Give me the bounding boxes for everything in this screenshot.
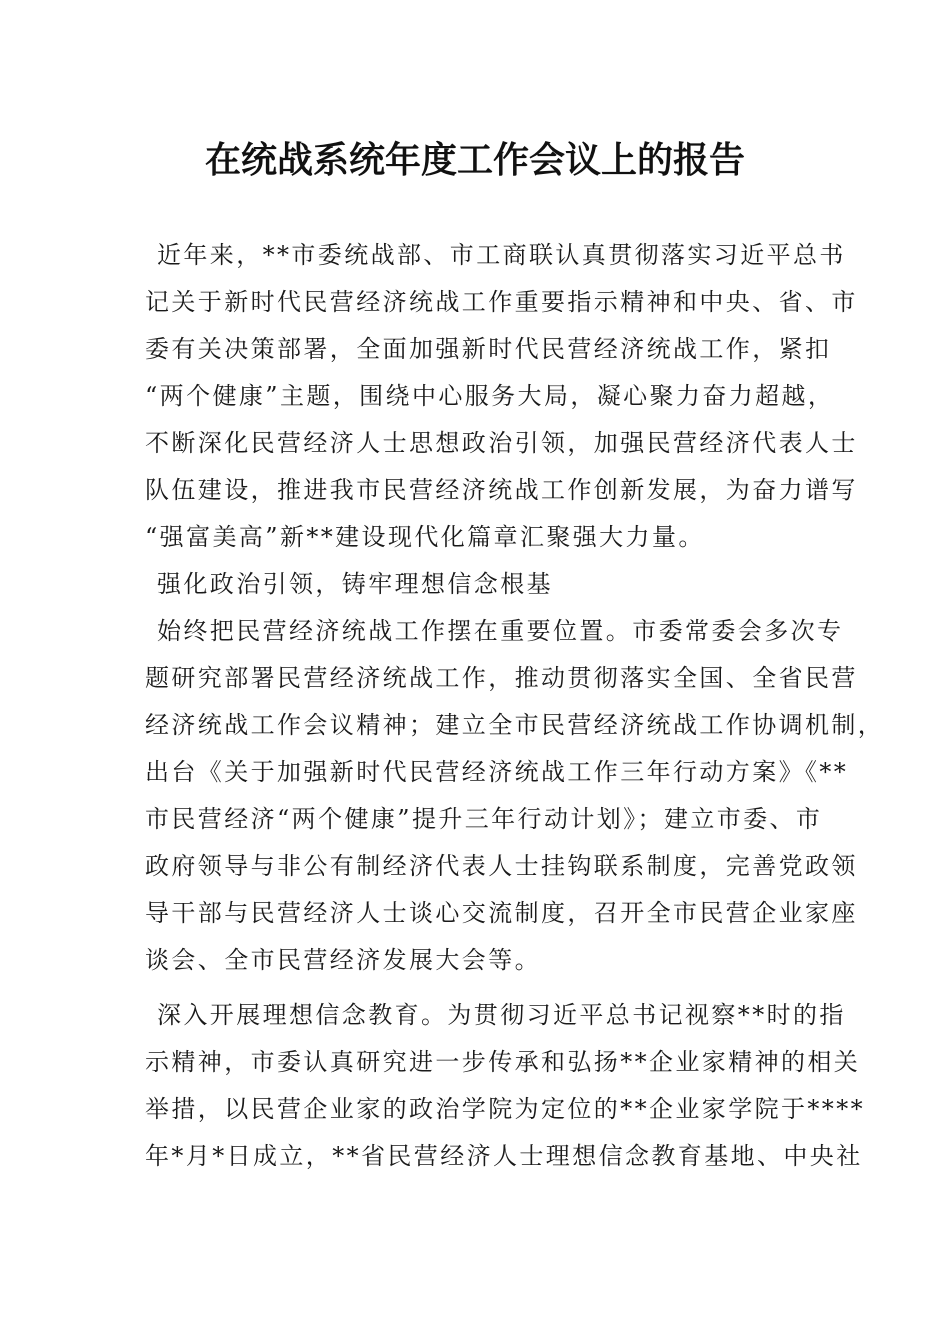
text-line: 近年来，**市委统战部、市工商联认真贯彻落实习近平总书 (157, 241, 846, 269)
text-line: 深入开展理想信念教育。为贯彻习近平总书记视察**时的指 (157, 1001, 846, 1029)
document-title: 在统战系统年度工作会议上的报告 (204, 139, 745, 181)
text-line: 经济统战工作会议精神；建立全市民营经济统战工作协调机制， (145, 711, 885, 739)
text-line: 强化政治引领，铸牢理想信念根基 (157, 570, 553, 598)
text-line: 记关于新时代民营经济统战工作重要指示精神和中央、省、市 (145, 288, 858, 316)
text-line: 谈会、全市民营经济发展大会等。 (145, 946, 541, 974)
text-line: 出台《关于加强新时代民营经济统战工作三年行动方案》《** (145, 758, 849, 786)
text-line: 始终把民营经济统战工作摆在重要位置。市委常委会多次专 (157, 617, 844, 645)
text-line: 年*月*日成立，**省民营经济人士理想信念教育基地、中央社 (145, 1142, 863, 1170)
text-line: “两个健康”主题，围绕中心服务大局，凝心聚力奋力超越， (145, 382, 835, 410)
section-heading (145, 561, 835, 608)
text-line: 市民营经济“两个健康”提升三年行动计划》；建立市委、市 (145, 805, 823, 833)
paragraph-3 (145, 992, 865, 1180)
text-line: 题研究部署民营经济统战工作，推动贯彻落实全国、全省民营 (145, 664, 858, 692)
text-line: 不断深化民营经济人士思想政治引领，加强民营经济代表人士 (145, 429, 858, 457)
text-line: 举措，以民营企业家的政治学院为定位的**企业家学院于**** (145, 1095, 865, 1123)
text-line: 导干部与民营经济人士谈心交流制度，召开全市民营企业家座 (145, 899, 858, 927)
text-line: 委有关决策部署，全面加强新时代民营经济统战工作，紧扣 (145, 335, 832, 363)
text-line: 示精神，市委认真研究进一步传承和弘扬**企业家精神的相关 (145, 1048, 861, 1076)
document-body (145, 232, 885, 1180)
text-line: “强富美高”新**建设现代化篇章汇聚强大力量。 (145, 523, 705, 551)
paragraph-gap (145, 984, 835, 992)
text-line: 政府领导与非公有制经济代表人士挂钩联系制度，完善党政领 (145, 852, 858, 880)
text-line: 队伍建设，推进我市民营经济统战工作创新发展，为奋力谱写 (145, 476, 858, 504)
paragraph-2 (145, 608, 885, 984)
paragraph-intro (145, 232, 858, 561)
